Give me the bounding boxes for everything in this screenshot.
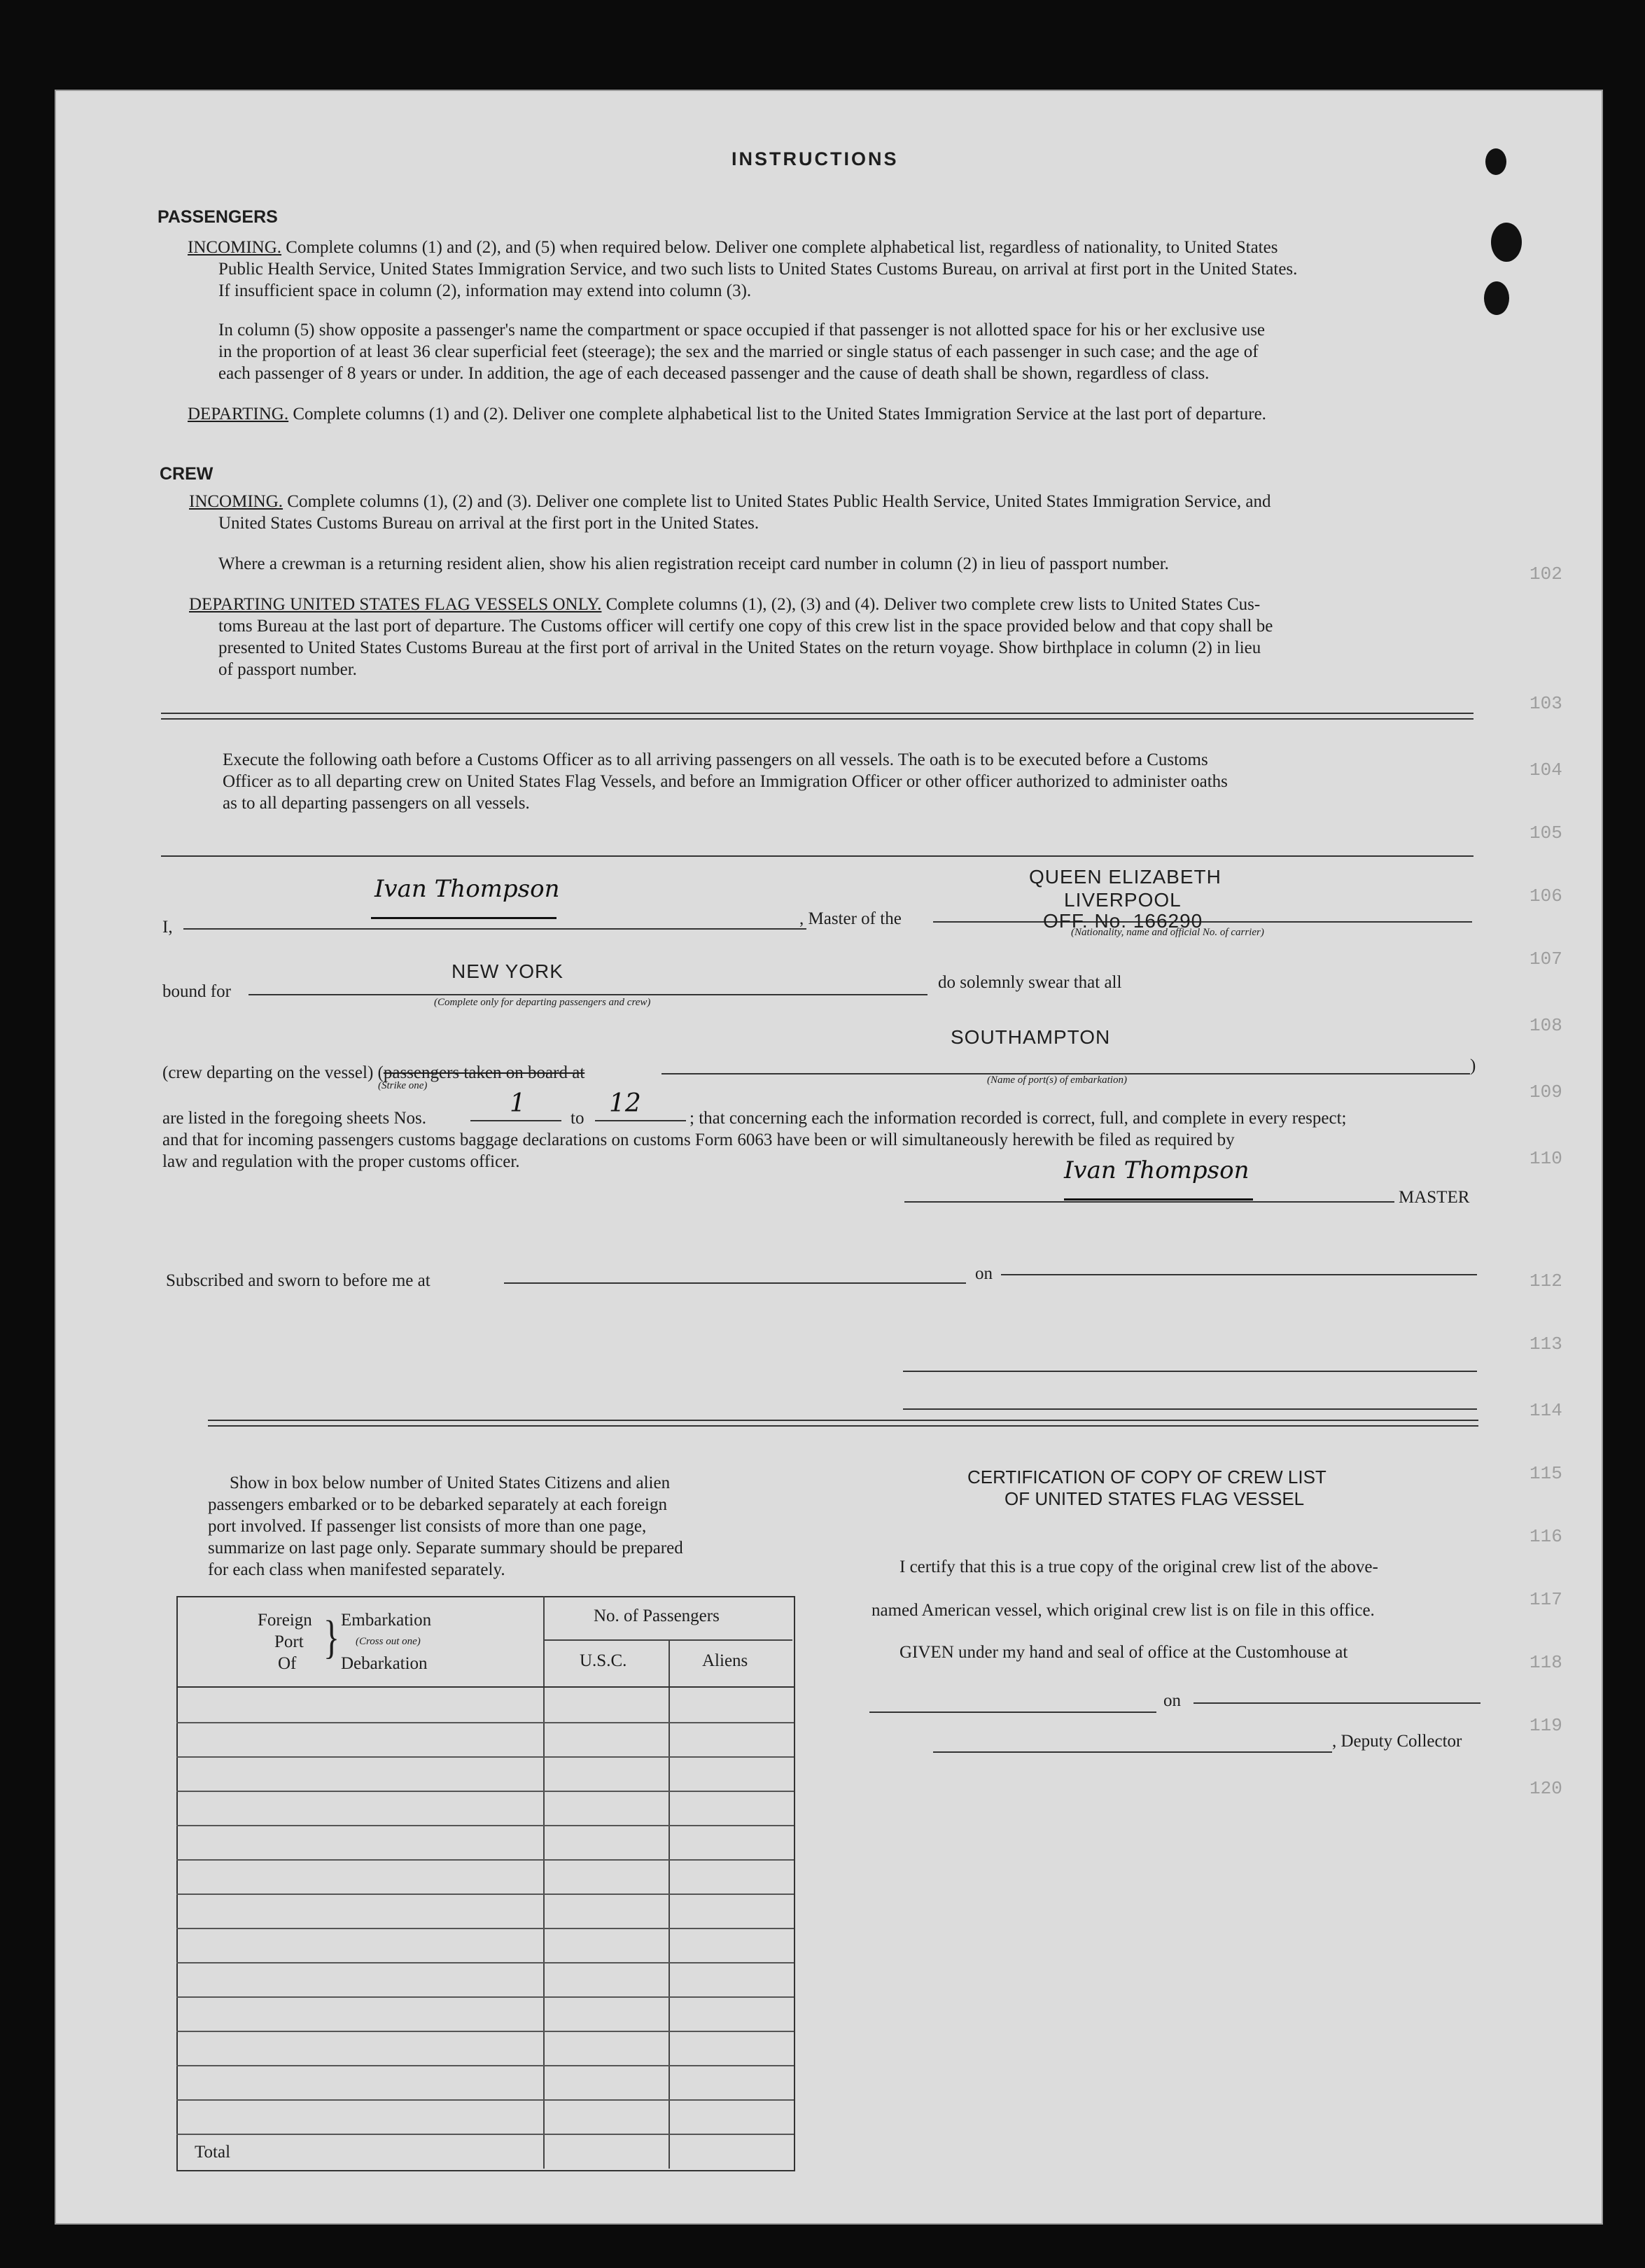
officer-title-line (903, 1408, 1477, 1410)
signature-underline (1064, 1198, 1253, 1200)
text: are listed in the foregoing sheets Nos. (162, 1109, 426, 1128)
text: United States Customs Bureau on arrival at the first port in the United States. (218, 514, 760, 533)
label-usc: U.S.C. (580, 1651, 627, 1670)
bound-for-caption: (Complete only for departing passengers and crew) (434, 997, 651, 1008)
text: passengers embarked or to be debarked separately at each foreign (208, 1495, 667, 1514)
label-bound-for: bound for (162, 982, 231, 1001)
label-aliens: Aliens (702, 1651, 748, 1670)
text: Complete columns (1) and (2), and (5) when required below. Deliver one complete alphabetical list, regardless of nationality, to United States (286, 238, 1278, 257)
officer-signature-line (903, 1371, 1477, 1372)
customhouse-line (869, 1712, 1156, 1713)
table-row-line (176, 2031, 794, 2032)
table-row-line (176, 1722, 794, 1723)
text: If insufficient space in column (2), information may extend into column (3). (218, 281, 752, 300)
label-deputy-collector: , Deputy Collector (1332, 1732, 1462, 1751)
text: Complete columns (1), (2) and (3). Deliver one complete list to United States Public Health Service, United States Immigration Service, and (287, 492, 1271, 511)
label-departing: DEPARTING. (188, 405, 289, 424)
ink-blot (1491, 223, 1522, 262)
vessel-port: LIVERPOOL (1064, 889, 1182, 911)
label-departing-flag: DEPARTING UNITED STATES FLAG VESSELS ONLY. (189, 595, 602, 614)
label-incoming: INCOMING. (188, 238, 282, 257)
bleed-through-number: 107 (1530, 948, 1562, 969)
sheet-from: 1 (510, 1089, 526, 1118)
embarkation-value: SOUTHAMPTON (951, 1026, 1111, 1048)
divider (208, 1420, 1478, 1421)
divider (161, 713, 1474, 714)
crew-departing-text (162, 1063, 584, 1084)
text: presented to United States Customs Bureau at the first port of arrival in the United States on the return voyage. Show birthplace in column (2) in lieu (218, 638, 1261, 657)
label-incoming: INCOMING. (189, 492, 284, 511)
instruction-paragraph (188, 404, 1266, 425)
divider (208, 1425, 1478, 1427)
certification-heading: OF UNITED STATES FLAG VESSEL (1004, 1488, 1305, 1509)
carrier-caption: (Nationality, name and official No. of carrier) (1071, 927, 1264, 938)
text: as to all departing passengers on all vessels. (223, 794, 530, 813)
table-row-line (176, 1791, 794, 1792)
label-i: I, (162, 918, 173, 937)
text: port involved. If passenger list consists of more than one page, (208, 1517, 647, 1536)
label-total: Total (195, 2143, 231, 2162)
master-signature-line (904, 1201, 1394, 1203)
bleed-through-number: 103 (1530, 693, 1562, 714)
text: GIVEN under my hand and seal of office at the Customhouse at (899, 1643, 1348, 1662)
header-divider (176, 1686, 794, 1688)
table-row-line (176, 1996, 794, 1998)
table-row-line (176, 1859, 794, 1861)
section-heading-passengers: PASSENGERS (158, 207, 278, 227)
brace: } (323, 1611, 340, 1664)
label-cross-out: (Cross out one) (356, 1636, 421, 1647)
signature-underline (371, 917, 556, 919)
passenger-summary-box (176, 1596, 795, 2171)
table-row-line (176, 1893, 794, 1895)
section-heading-crew: CREW (160, 464, 214, 484)
label-on: on (975, 1264, 993, 1283)
table-row-line (176, 1928, 794, 1929)
strike-caption: (Strike one) (378, 1080, 428, 1091)
bleed-through-number: 120 (1530, 1778, 1562, 1799)
label-swear: do solemnly swear that all (938, 973, 1122, 992)
bleed-through-number: 117 (1530, 1589, 1562, 1610)
bleed-through-number: 102 (1530, 564, 1562, 584)
deputy-collector-line (933, 1751, 1332, 1753)
instruction-paragraph (189, 491, 1271, 512)
bleed-through-number: 109 (1530, 1082, 1562, 1102)
sheet-to: 12 (609, 1089, 641, 1118)
text: Execute the following oath before a Customs Officer as to all arriving passengers on all vessels. The oath is to be executed before a Customs (223, 750, 1208, 769)
bleed-through-number: 114 (1530, 1400, 1562, 1421)
label-embarkation: Embarkation (341, 1611, 432, 1630)
embarkation-caption: (Name of port(s) of embarkation) (987, 1074, 1127, 1086)
label-foreign: Foreign (258, 1611, 312, 1630)
text: Complete columns (1), (2), (3) and (4). Deliver two complete crew lists to United States Cus- (606, 595, 1261, 614)
instruction-paragraph (188, 237, 1278, 258)
text: summarize on last page only. Separate summary should be prepared (208, 1539, 683, 1558)
subscribed-place-line (504, 1282, 966, 1284)
vessel-official-number: OFF. No. 166290 (1043, 910, 1203, 932)
ink-blot (1484, 281, 1509, 315)
text: law and regulation with the proper customs officer. (162, 1152, 520, 1171)
label-subscribed: Subscribed and sworn to before me at (166, 1271, 430, 1290)
divider (161, 718, 1474, 720)
sheet-from-line (470, 1120, 561, 1121)
text: named American vessel, which original crew list is on file in this office. (872, 1601, 1375, 1620)
text: In column (5) show opposite a passenger's name the compartment or space occupied if that passenger is not allotted space for his or her exclusive use (218, 321, 1266, 340)
master-signature: Ivan Thompson (374, 875, 560, 903)
table-row-line (176, 1962, 794, 1963)
text: and that for incoming passengers customs baggage declarations on customs Form 6063 have been or will simultaneously herewith be filed as required by (162, 1130, 1235, 1149)
bleed-through-number: 118 (1530, 1652, 1562, 1673)
bleed-through-number: 108 (1530, 1015, 1562, 1036)
row-divider (543, 1639, 792, 1641)
text: Public Health Service, United States Immigration Service, and two such lists to United States Customs Bureau, on arrival at first port in the United States. (218, 260, 1298, 279)
column-divider (668, 1639, 670, 2169)
table-row-line (176, 2099, 794, 2101)
label-crew-departing: (crew departing on the vessel) ( (162, 1063, 384, 1082)
label-of: Of (278, 1654, 297, 1673)
text: I certify that this is a true copy of the original crew list of the above- (899, 1558, 1378, 1576)
struck-passengers-text: passengers taken on board at (383, 1063, 585, 1082)
bleed-through-number: 115 (1530, 1463, 1562, 1484)
text: for each class when manifested separately. (208, 1560, 505, 1579)
table-row-line (176, 1756, 794, 1758)
bleed-through-number: 110 (1530, 1148, 1562, 1169)
label-port: Port (274, 1632, 304, 1651)
bleed-through-number: 119 (1530, 1715, 1562, 1736)
bleed-through-number: 116 (1530, 1526, 1562, 1547)
label-to: to (570, 1109, 584, 1128)
table-row-line (176, 2065, 794, 2066)
text: Complete columns (1) and (2). Deliver one complete alphabetical list to the United States Immigration Service at the last port of departure. (293, 405, 1266, 424)
bleed-through-number: 113 (1530, 1334, 1562, 1354)
text: in the proportion of at least 36 clear superficial feet (steerage); the sex and the married or single status of each passenger in such case; and the age of (218, 342, 1259, 361)
bound-for-value: NEW YORK (451, 960, 564, 982)
sheet-to-line (595, 1120, 686, 1121)
page-title: INSTRUCTIONS (732, 148, 899, 169)
bound-for-line (248, 994, 927, 995)
master-name-line (183, 928, 806, 930)
table-row-line (176, 1825, 794, 1826)
text: toms Bureau at the last port of departure. The Customs officer will certify one copy of this crew list in the space provided below and that copy shall be (218, 617, 1273, 636)
bleed-through-number: 105 (1530, 822, 1562, 844)
column-divider (543, 1596, 545, 2169)
vessel-name: QUEEN ELIZABETH (1029, 866, 1222, 888)
text: Where a crewman is a returning resident alien, show his alien registration receipt card number in column (2) in lieu of passport number. (218, 554, 1169, 573)
label-master: MASTER (1399, 1188, 1470, 1207)
ink-blot (1485, 148, 1506, 175)
table-row-line (176, 2134, 794, 2135)
bleed-through-number: 104 (1530, 760, 1562, 780)
text: each passenger of 8 years or under. In addition, the age of each deceased passenger and the cause of death shall be shown, regardless of class. (218, 364, 1210, 383)
certification-heading: CERTIFICATION OF COPY OF CREW LIST (967, 1466, 1326, 1488)
certification-date-line (1194, 1702, 1480, 1704)
label-on: on (1163, 1691, 1181, 1710)
label-master-of: , Master of the (799, 909, 902, 928)
label-no-passengers: No. of Passengers (594, 1606, 720, 1625)
master-signature: Ivan Thompson (1064, 1156, 1250, 1184)
text: Officer as to all departing crew on United States Flag Vessels, and before an Immigration Officer or other officer authorized to administer oaths (223, 772, 1228, 791)
text: ; that concerning each the information recorded is correct, full, and complete in every respect; (690, 1109, 1347, 1128)
label-debarkation: Debarkation (341, 1654, 428, 1673)
instruction-paragraph (189, 594, 1260, 615)
closing-parenthesis: ) (1470, 1056, 1476, 1075)
text: of passport number. (218, 660, 357, 679)
divider (161, 855, 1474, 857)
bleed-through-number: 106 (1530, 886, 1562, 906)
text: Show in box below number of United States Citizens and alien (230, 1474, 671, 1492)
subscribed-date-line (1001, 1274, 1477, 1275)
bleed-through-number: 112 (1530, 1270, 1562, 1292)
